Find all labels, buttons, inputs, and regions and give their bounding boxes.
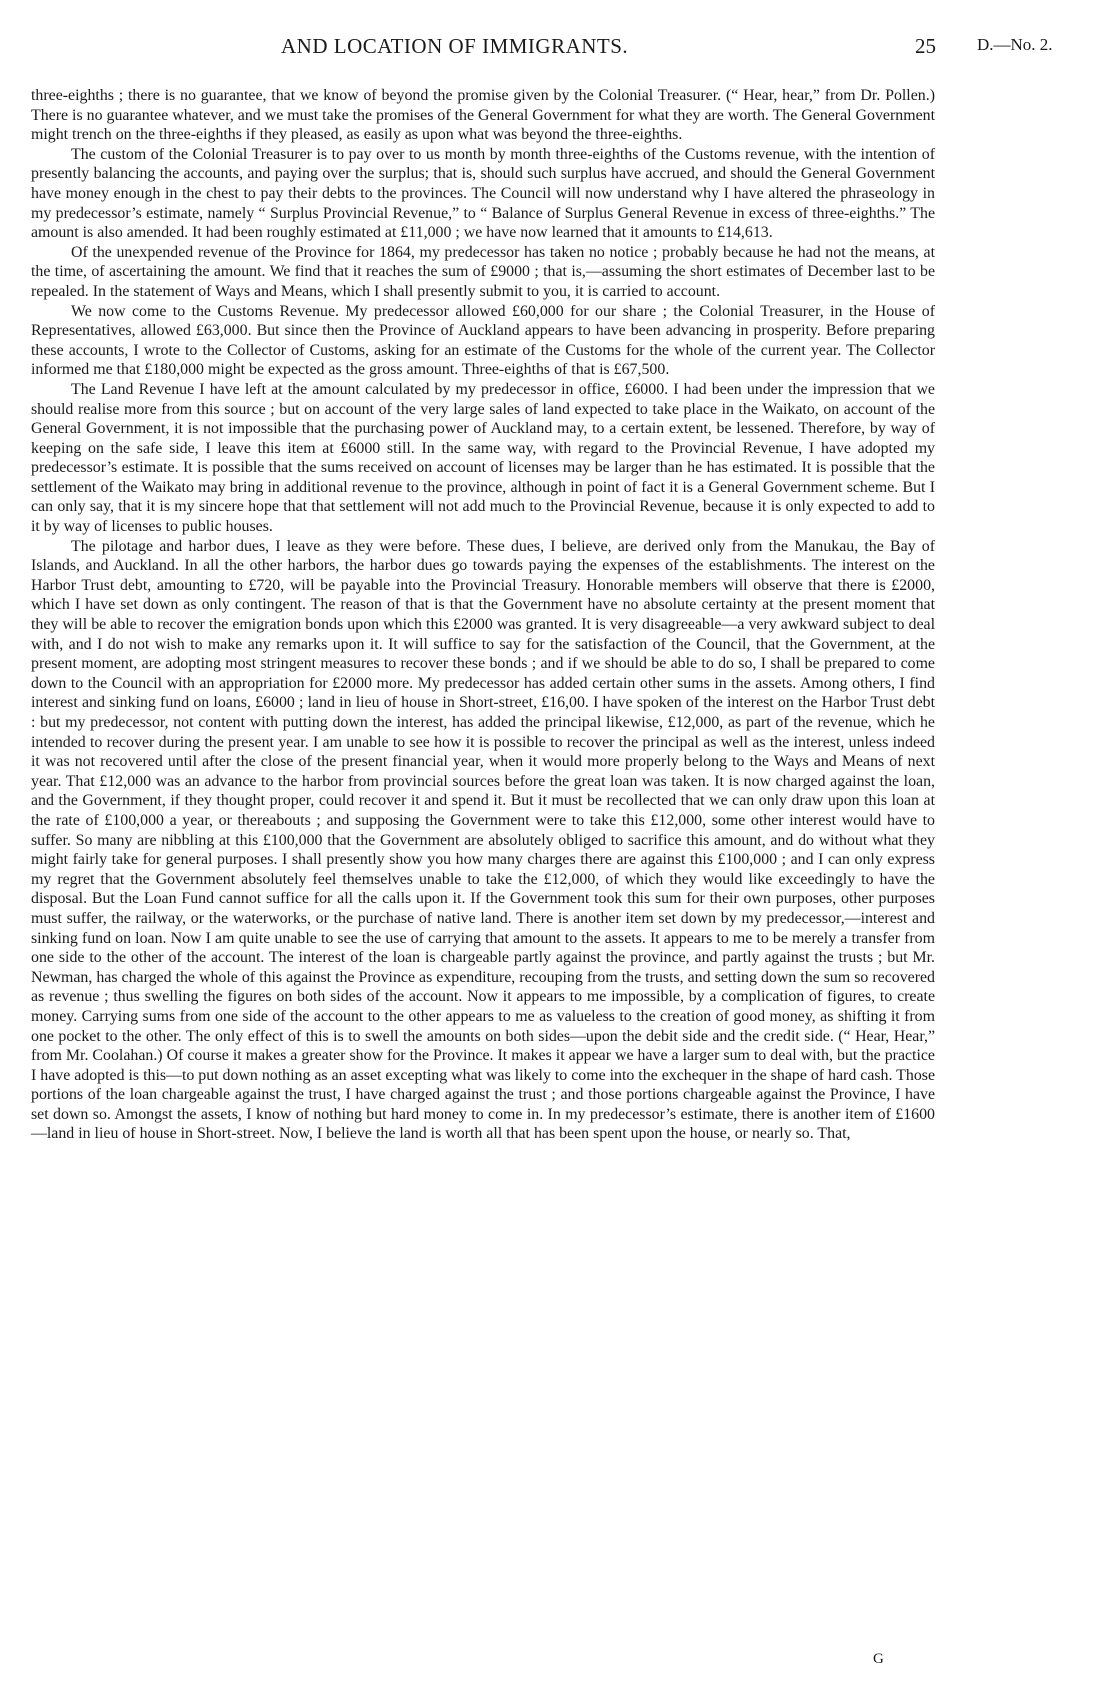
paragraph-6: The pilotage and harbor dues, I leave as they were before. These dues, I believe, are derived only from the Manukau, the Bay of Islands, and Auckland. In all the other harbors, the harbor dues go towards paying the expenses of the establishments. The interest on the Harbor Trust debt, amounting to £720, will be payable into the Provincial Treasury. Honorable members will observe that there is £2000, which I have set down as only contingent. The reason of that is that the Government have no absolute certainty at the present moment that they will be able to recover the emigration bonds upon which this £2000 was granted. It is very disagreeable—a very awkward subject to deal with, and I do not wish to make any remarks upon it. It will suffice to say for the satisfaction of the Council, that the Government, at the present moment, are adopting most stringent measures to recover these bonds ; and if we should be able to do so, I shall be prepared to come down to the Council with an appropriation for £2000 more. My predecessor has added certain other sums in the assets. Among others, I find interest and sinking fund on loans, £6000 ; land in lieu of house in Short-street, £16,00. I have spoken of the interest on the Harbor Trust debt : but my predecessor, not content with putting down the interest, has added the principal likewise, £12,000, as part of the revenue, which he intended to recover during the present year. I am unable to see how it is possible to recover the principal as well as the interest, unless indeed it was not recovered until after the close of the present financial year, when it would more properly belong to the Ways and Means of next year. That £12,000 was an advance to the harbor from provincial sources before the great loan was taken. It is now charged against the loan, and the Government, if they thought proper, could recover it and spend it. But it must be recollected that we can only draw upon this loan at the rate of £100,000 a year, or thereabouts ; and supposing the Government were to take this £12,000, some other interest would have to suffer. So many are nibbling at this £100,000 that the Government are absolutely obliged to sacrifice this amount, and do without what they might fairly take for general purposes. I shall presently show you how many charges there are against this £100,000 ; and I can only express my regret that the Government absolutely feel themselves unable to take the £12,000, of which they would like exceedingly to have the disposal. But the Loan Fund cannot suffice for all the calls upon it. If the Government took this sum for their own purposes, other purposes must suffer, the railway, or the waterworks, or the purchase of native land. There is another item set down by my predecessor,—interest and sinking fund on loan. Now I am quite unable to see the use of carrying that amount to the assets. It appears to me to be merely a transfer from one side to the other of the account. The interest of the loan is chargeable partly against the province, and partly against the trusts ; but Mr. Newman, has charged the whole of this against the Province as expenditure, recouping from the trusts, and setting down the sum so recovered as revenue ; thus swelling the figures on both sides of the account. Now it appears to me impossible, by a complication of figures, to create money. Carrying sums from one side of the account to the other appears to me as valueless to the creation of good money, as shifting it from one pocket to the other. The only effect of this is to swell the amounts on both sides—upon the debit side and the credit side. (“ Hear, Hear,” from Mr. Coolahan.) Of course it makes a greater show for the Province. It makes it appear we have a larger sum to deal with, but the practice I have adopted is this—to put down nothing as an asset excepting what was likely to come into the exchequer in the shape of hard cash. Those portions of the loan chargeable against the trust, I have charged against the trust ; and those portions chargeable against the Province, I have set down so. Amongst the assets, I know of nothing but hard money to come in. In my predecessor’s estimate, there is another item of £1600—land in lieu of house in Short-street. Now, I believe the land is worth all that has been spent upon the house, or nearly so. That,: [31, 537, 935, 1143]
document-reference: D.—No. 2.: [977, 35, 1053, 54]
paragraph-1: three-eighths ; there is no guarantee, that we know of beyond the promise given by the Colonial Treasurer. (“ Hear, hear,” from Dr. Pollen.) There is no guarantee whatever, and we must take the promises of the General Government for what they are worth. The General Government might trench on the three-eighths if they pleased, as easily as upon what was beyond the three-eighths.: [31, 87, 935, 144]
paragraph-5: The Land Revenue I have left at the amount calculated by my predecessor in office, £6000. I had been under the impression that we should realise more from this source ; but on account of the very large sales of land expected to take place in the Waikato, on account of the General Government, it is not impossible that the purchasing power of Auckland may, to a certain extent, be lessened. Therefore, by way of keeping on the safe side, I leave this item at £6000 still. In the same way, with regard to the Provincial Revenue, I have adopted my predecessor’s estimate. It is possible that the sums received on account of licenses may be larger than he has estimated. It is possible that the settlement of the Waikato may bring in additional revenue to the province, although in point of fact it is a General Government scheme. But I can only say, that it is my sincere hope that that settlement will not add much to the Provincial Revenue, because it is only expected to add to it by way of licenses to public houses.: [31, 380, 935, 536]
signature-mark: G: [873, 1651, 884, 1667]
body-text: [31, 86, 935, 1144]
document-page: [31, 34, 1083, 1674]
page-number: 25: [915, 34, 936, 58]
paragraph-2: The custom of the Colonial Treasurer is to pay over to us month by month three-eighths of the Customs revenue, with the intention of presently balancing the accounts, and paying over the surplus; that is, should such surplus have accrued, and should the General Government have money enough in the chest to pay their debts to the provinces. The Council will now understand why I have altered the phraseology in my predecessor’s estimate, namely “ Surplus Provincial Revenue,” to “ Balance of Surplus General Revenue in excess of three-eighths.” The amount is also amended. It had been roughly estimated at £11,000 ; we have now learned that it amounts to £14,613.: [31, 145, 935, 242]
paragraph-3: Of the unexpended revenue of the Province for 1864, my predecessor has taken no notice ; probably because he had not the means, at the time, of ascertaining the amount. We find that it reaches the sum of £9000 ; that is,—assuming the short estimates of December last to be repealed. In the statement of Ways and Means, which I shall presently submit to you, it is carried to account.: [31, 243, 935, 300]
running-head: [31, 34, 1083, 64]
running-head-title: AND LOCATION OF IMMIGRANTS.: [281, 34, 629, 58]
paragraph-4: We now come to the Customs Revenue. My predecessor allowed £60,000 for our share ; the Colonial Treasurer, in the House of Representatives, allowed £63,000. But since then the Province of Auckland appears to have been advancing in prosperity. Before preparing these accounts, I wrote to the Collector of Customs, asking for an estimate of the Customs for the whole of the current year. The Collector informed me that £180,000 might be expected as the gross amount. Three-eighths of that is £67,500.: [31, 302, 935, 379]
